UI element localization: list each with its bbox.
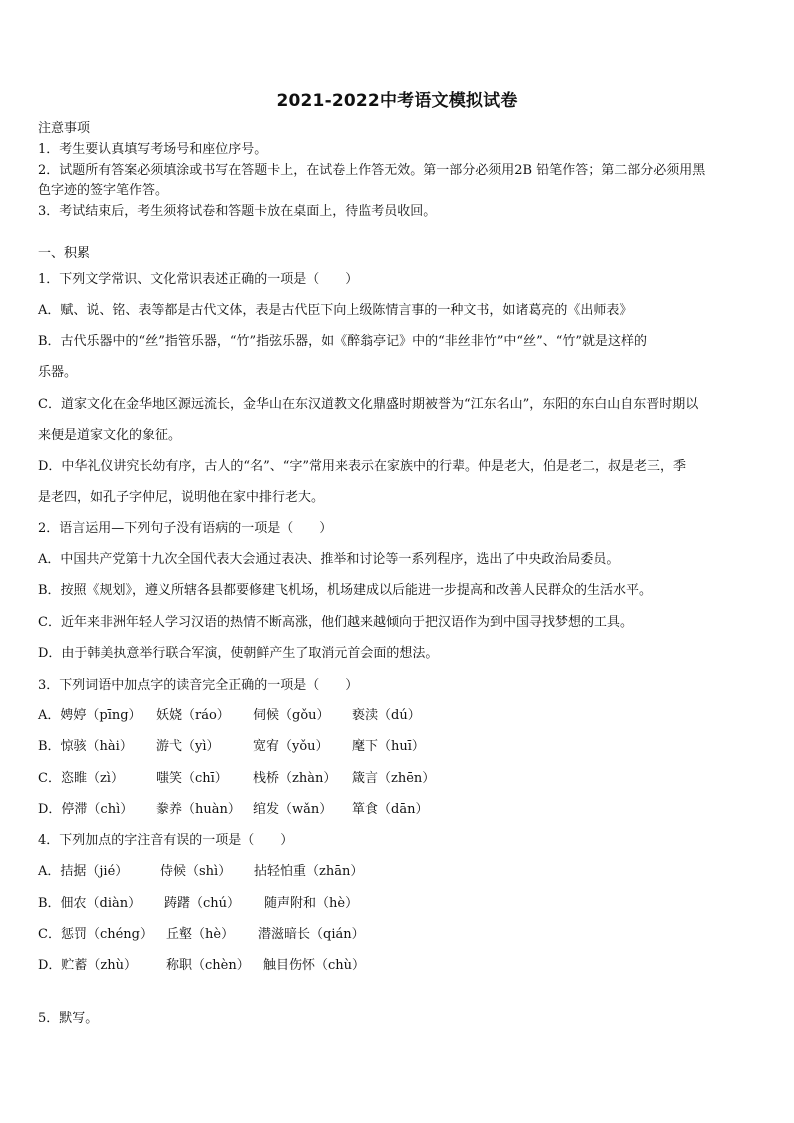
notice-item: 2．试题所有答案必须填涂或书写在答题卡上，在试卷上作答无效。第一部分必须用2B 铅笔作答；第二部分必须用黑 <box>38 163 706 178</box>
option-term: A．娉婷（pīng） <box>38 708 142 723</box>
question-4-option-b <box>38 895 760 913</box>
question-1-option-d-cont: 是老四，如孔子字仲尼，说明他在家中排行老大。 <box>38 490 325 505</box>
option-term: 丘壑（hè） <box>166 927 235 942</box>
option-term: 妖娆（ráo） <box>156 708 230 723</box>
question-1-option-b: B．古代乐器中的“丝”指管乐器，“竹”指弦乐器，如《醉翁亭记》中的“非丝非竹”中“丝”、“竹”就是这样的 <box>38 334 648 349</box>
question-4-stem: 4．下列加点的字注音有误的一项是（ ） <box>38 833 294 848</box>
question-3-option-d <box>38 801 760 819</box>
option-term: 绾发（wǎn） <box>253 802 333 817</box>
question-4-option-a <box>38 863 760 881</box>
question-1-option-c-cont: 来便是道家文化的象征。 <box>38 428 182 443</box>
question-2-option-d: D．由于韩美执意举行联合军演，使朝鲜产生了取消元首会面的想法。 <box>38 646 439 661</box>
option-term: A．拮据（jié） <box>38 864 129 879</box>
question-5-stem: 5．默写。 <box>38 1011 99 1026</box>
question-1-stem: 1．下列文学常识、文化常识表述正确的一项是（ ） <box>38 272 359 287</box>
notice-item: 1．考生要认真填写考场号和座位序号。 <box>38 142 268 157</box>
option-term: C．恣睢（zì） <box>38 771 124 786</box>
option-term: 侍候（shì） <box>160 864 232 879</box>
question-3-option-a <box>38 707 760 725</box>
page-title: 2021-2022中考语文模拟试卷 <box>276 91 518 111</box>
question-4-option-c <box>38 926 760 944</box>
question-2-option-b: B．按照《规划》，遵义所辖各县都要修建飞机场，机场建成以后能进一步提高和改善人民群众的生活水平。 <box>38 583 653 598</box>
option-term: B．惊骇（hài） <box>38 739 133 754</box>
option-term: C．惩罚（chéng） <box>38 927 153 942</box>
question-1-option-a: A．赋、说、铭、表等都是古代文体，表是古代臣下向上级陈情言事的一种文书，如诸葛亮的《出师表》 <box>38 303 633 318</box>
question-4-option-d <box>38 957 760 975</box>
question-1-option-c: C．道家文化在金华地区源远流长，金华山在东汉道教文化鼎盛时期被誉为“江东名山”，东阳的东白山自东晋时期以 <box>38 397 699 412</box>
question-1-option-b-cont: 乐器。 <box>38 365 78 380</box>
option-term: 随声附和（hè） <box>264 896 359 911</box>
option-term: D．贮蓄（zhù） <box>38 958 138 973</box>
notice-item: 色字迹的签字笔作答。 <box>38 183 169 198</box>
option-term: 宽宥（yǒu） <box>253 739 329 754</box>
notice-item: 3．考试结束后，考生须将试卷和答题卡放在桌面上，待监考员收回。 <box>38 204 437 219</box>
section-heading: 一、积累 <box>38 246 91 261</box>
option-term: D．停滞（chì） <box>38 802 134 817</box>
option-term: 麾下（huī） <box>352 739 425 754</box>
option-term: B．佃农（diàn） <box>38 896 142 911</box>
option-term: 游弋（yì） <box>156 739 220 754</box>
option-term: 触目伤怀（chù） <box>263 958 366 973</box>
option-term: 拈轻怕重（zhān） <box>254 864 364 879</box>
notice-heading: 注意事项 <box>38 121 91 136</box>
option-term: 称职（chèn） <box>166 958 250 973</box>
question-2-option-c: C．近年来非洲年轻人学习汉语的热情不断高涨，他们越来越倾向于把汉语作为到中国寻找梦想的工具。 <box>38 615 633 630</box>
option-term: 潜滋暗长（qián） <box>258 927 365 942</box>
option-term: 箪食（dān） <box>352 802 429 817</box>
option-term: 嗤笑（chī） <box>156 771 228 786</box>
question-3-stem: 3．下列词语中加点字的读音完全正确的一项是（ ） <box>38 678 359 693</box>
option-term: 豢养（huàn） <box>156 802 241 817</box>
option-term: 亵渎（dú） <box>352 708 421 723</box>
question-3-option-b <box>38 738 760 756</box>
option-term: 箴言（zhēn） <box>352 771 436 786</box>
question-3-option-c <box>38 770 760 788</box>
option-term: 伺候（gǒu） <box>253 708 330 723</box>
question-2-stem: 2．语言运用—下列句子没有语病的一项是（ ） <box>38 521 333 536</box>
option-term: 踌躇（chú） <box>164 896 241 911</box>
option-term: 栈桥（zhàn） <box>253 771 337 786</box>
question-1-option-d: D．中华礼仪讲究长幼有序，古人的“名”、“字”常用来表示在家族中的行辈。仲是老大，伯是老二，叔是老三，季 <box>38 459 687 474</box>
question-2-option-a: A．中国共产党第十九次全国代表大会通过表决、推举和讨论等一系列程序，选出了中央政治局委员。 <box>38 552 620 567</box>
